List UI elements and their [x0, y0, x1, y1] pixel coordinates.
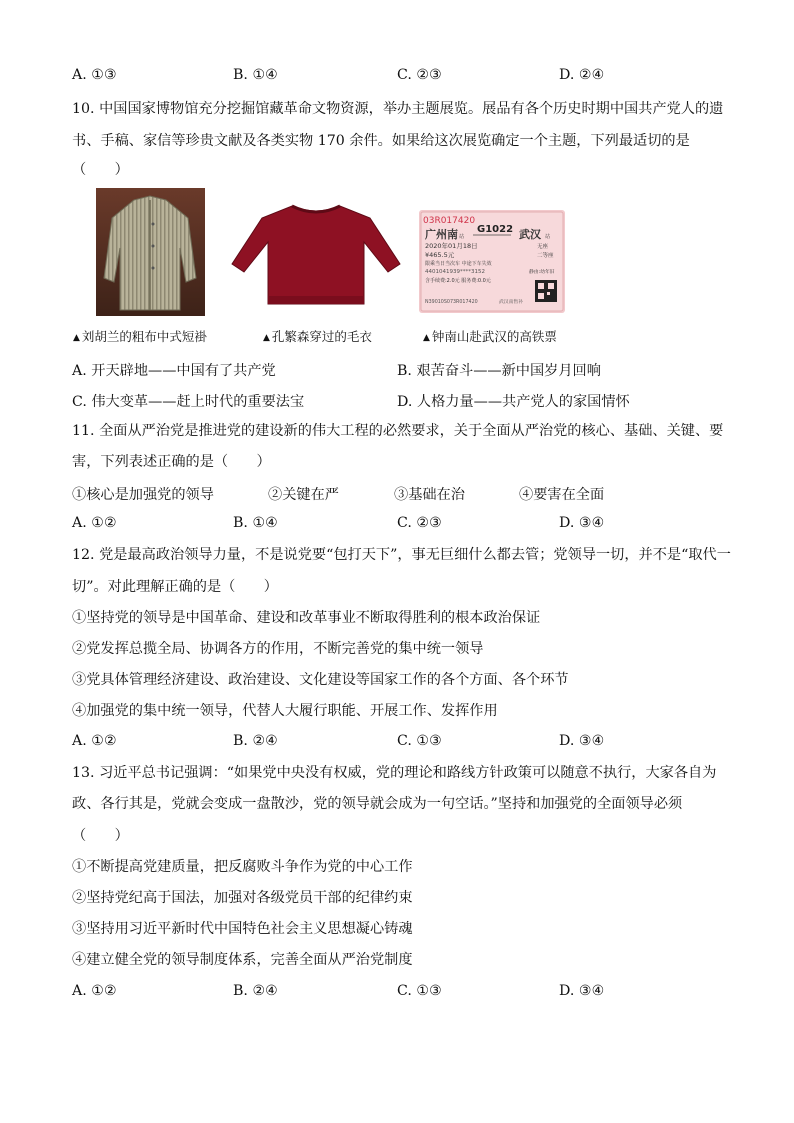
- ticket-note: 限乘当日当次车 中途下车失效: [425, 261, 492, 267]
- q9-options: [72, 67, 732, 85]
- option-a[interactable]: A. ①②: [72, 733, 117, 749]
- statement-1: ①核心是加强党的领导: [72, 487, 214, 503]
- sweater-photo: [230, 200, 402, 308]
- ticket-id: 4401041939****3152: [425, 269, 485, 275]
- q10-options-row1: [72, 360, 732, 378]
- option-a[interactable]: A. ①③: [72, 67, 117, 83]
- option-b[interactable]: B. ①④: [233, 515, 278, 531]
- q11-stem-line1: 11. 全面从严治党是推进党的建设新的伟大工程的必然要求，关于全面从严治党的核心、基础、关键、要: [72, 423, 724, 439]
- option-c[interactable]: C. ②③: [397, 67, 442, 83]
- statement-4: ④要害在全面: [519, 487, 605, 503]
- q11-options: [72, 515, 732, 533]
- ticket-serial: 03R017420: [423, 216, 476, 226]
- ticket-price: ¥465.5元: [425, 251, 455, 259]
- triangle-icon: ▲: [423, 333, 430, 343]
- q12-statement-4: ④加强党的集中统一领导，代替人大履行职能、开展工作、发挥作用: [72, 703, 498, 719]
- ticket-to: 武汉: [519, 228, 541, 241]
- option-d[interactable]: D. ②④: [559, 67, 605, 83]
- ticket-seat: 无座: [537, 244, 549, 250]
- ticket-class: 二等座: [537, 253, 554, 259]
- option-d[interactable]: D. ③④: [559, 515, 605, 531]
- q13-stem-line2: 政、各行其是，党就会变成一盘散沙，党的领导就会成为一句空话。”坚持和加强党的全面领导必须: [72, 796, 683, 812]
- option-c[interactable]: C. ①③: [397, 733, 442, 749]
- option-b[interactable]: B. ②④: [233, 983, 278, 999]
- q13-statement-4: ④建立健全党的领导制度体系，完善全面从严治党制度: [72, 952, 413, 968]
- ticket-sold-at: 武汉南售补: [499, 300, 523, 305]
- ticket-to-suffix: 站: [545, 234, 551, 240]
- option-d[interactable]: D. ③④: [559, 733, 605, 749]
- q12-statement-2: ②党发挥总揽全局、协调各方的作用，不断完善党的集中统一领导: [72, 641, 484, 657]
- ticket-fees: 含手续费:2.0元 服务费:0.0元: [425, 278, 491, 284]
- q12-statement-3: ③党具体管理经济建设、政治建设、文化建设等国家工作的各个方面、各个环节: [72, 672, 569, 688]
- caption-2: ▲ 孔繁森穿过的毛衣: [263, 329, 372, 344]
- option-c[interactable]: C. ①③: [397, 983, 442, 999]
- option-c[interactable]: C. ②③: [397, 515, 442, 531]
- q11-stem-line2: 害，下列表述正确的是（ ）: [72, 454, 271, 470]
- ticket-date: 2020年01月18日: [425, 242, 478, 250]
- option-a[interactable]: A. ①②: [72, 515, 117, 531]
- triangle-icon: ▲: [73, 333, 80, 343]
- q10-options-row2: [72, 391, 732, 409]
- q10-stem-line2: 书、手稿、家信等珍贵文献及各类实物 170 余件。如果给这次展览确定一个主题，下列最适切的是: [72, 133, 690, 149]
- option-c[interactable]: C. 伟大变革——赶上时代的重要法宝: [72, 394, 305, 410]
- q12-statement-1: ①坚持党的领导是中国革命、建设和改革事业不断取得胜利的根本政治保证: [72, 610, 541, 626]
- option-d[interactable]: D. 人格力量——共产党人的家国情怀: [397, 394, 630, 410]
- q13-statement-2: ②坚持党纪高于国法，加强对各级党员干部的纪律约束: [72, 890, 413, 906]
- caption-1: ▲ 刘胡兰的粗布中式短褂: [73, 329, 207, 344]
- q13-blank: （ ）: [72, 828, 129, 844]
- ticket-code: N39010S073R017420: [425, 300, 478, 305]
- statement-2: ②关键在严: [268, 487, 339, 503]
- triangle-icon: ▲: [263, 333, 270, 343]
- option-d[interactable]: D. ③④: [559, 983, 605, 999]
- option-a[interactable]: A. ①②: [72, 983, 117, 999]
- jacket-photo: [96, 188, 205, 316]
- option-b[interactable]: B. 艰苦奋斗——新中国岁月回响: [397, 363, 601, 379]
- q12-options: [72, 733, 732, 751]
- ticket-type: 静由:幼年旧: [529, 270, 555, 275]
- option-b[interactable]: B. ①④: [233, 67, 278, 83]
- q13-stem-line1: 13. 习近平总书记强调：“如果党中央没有权威，党的理论和路线方针政策可以随意不执行，大家各自为: [72, 765, 717, 781]
- option-b[interactable]: B. ②④: [233, 733, 278, 749]
- q12-stem-line1: 12. 党是最高政治领导力量，不是说党要“包打天下”，事无巨细什么都去管；党领导一切，并不是“取代一: [72, 547, 731, 563]
- ticket-from-suffix: 站: [459, 234, 465, 240]
- q10-stem-line1: 10. 中国国家博物馆充分挖掘馆藏革命文物资源，举办主题展览。展品有各个历史时期中国共产党人的遗: [72, 101, 724, 117]
- train-ticket-photo: [419, 210, 565, 313]
- q13-options: [72, 983, 732, 1001]
- q11-statements: [72, 484, 732, 502]
- option-a[interactable]: A. 开天辟地——中国有了共产党: [72, 363, 276, 379]
- statement-3: ③基础在治: [394, 487, 465, 503]
- ticket-from: 广州南: [425, 228, 458, 241]
- q10-blank: （ ）: [72, 162, 129, 178]
- q12-stem-line2: 切”。对此理解正确的是（ ）: [72, 579, 278, 595]
- q13-statement-1: ①不断提高党建质量，把反腐败斗争作为党的中心工作: [72, 859, 413, 875]
- ticket-train: G1022: [477, 224, 514, 235]
- caption-3: ▲ 钟南山赴武汉的高铁票: [423, 329, 557, 344]
- q13-statement-3: ③坚持用习近平新时代中国特色社会主义思想凝心铸魂: [72, 921, 413, 937]
